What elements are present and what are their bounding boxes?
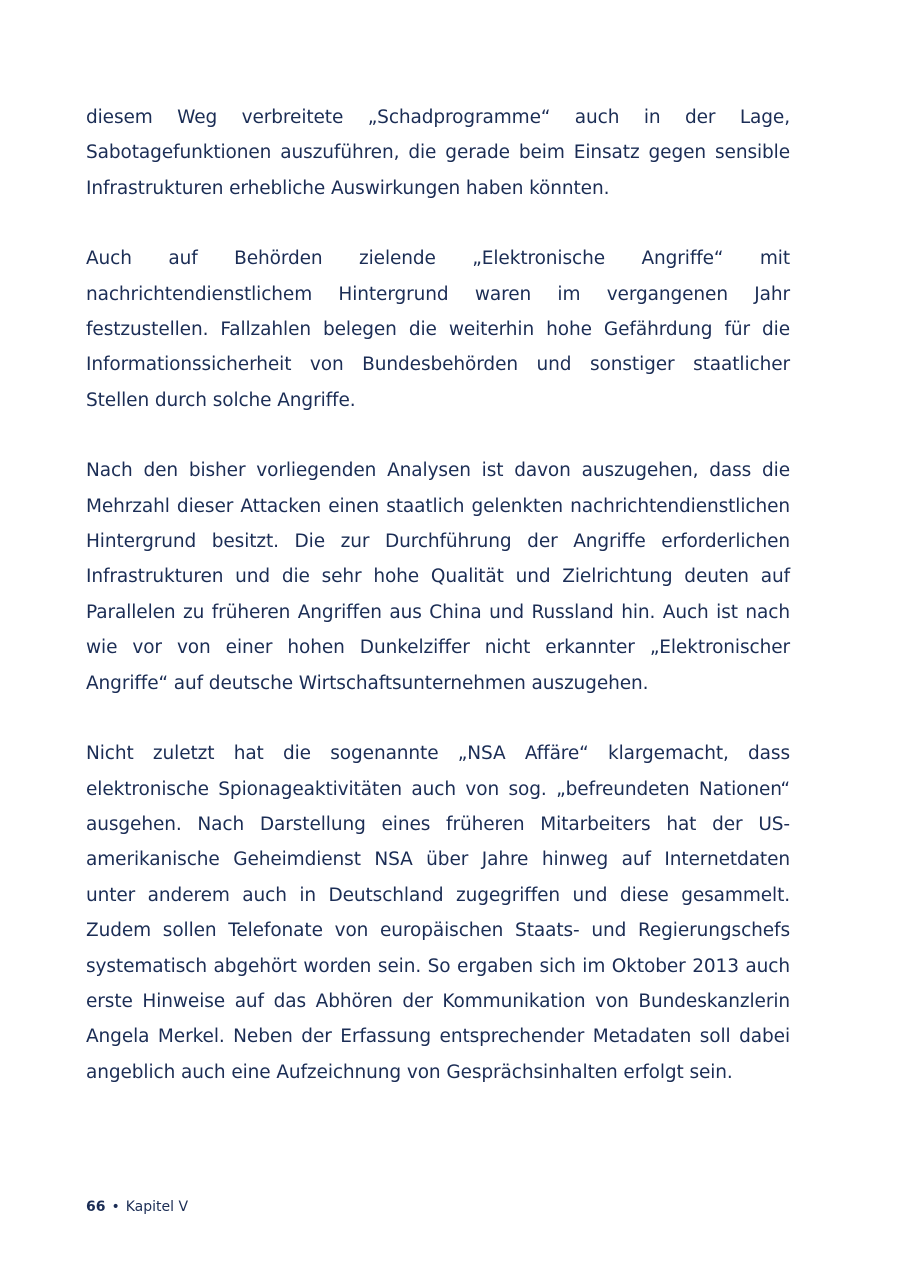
page-footer — [86, 1196, 188, 1218]
page-body — [86, 100, 790, 1125]
page-number: 66 — [86, 1199, 106, 1215]
paragraph-1: diesem Weg verbreitete „Schadprogramme“ auch in der Lage, Sabotagefunktionen auszuführen, die gerade beim Einsatz gegen sensible Infrastrukturen erhebliche Auswirkungen haben könnten. — [86, 107, 790, 199]
chapter-label: Kapitel V — [125, 1199, 189, 1215]
paragraph-2: Auch auf Behörden zielende „Elektronische Angriffe“ mit nachrichtendienstlichem Hintergrund waren im vergangenen Jahr festzustellen. Fallzahlen belegen die weiterhin hohe Gefährdung für die Informationssicherheit von Bundesbehörden und sonstiger staatlicher Stellen durch solche Angriffe. — [86, 248, 790, 411]
footer-separator: • — [111, 1199, 120, 1215]
paragraph-4: Nicht zuletzt hat die sogenannte „NSA Affäre“ klargemacht, dass elektronische Spionageaktivitäten auch von sog. „befreundeten Nationen“ ausgehen. Nach Darstellung eines früheren Mitarbeiters hat der US-amerikanische Geheimdienst NSA über Jahre hinweg auf Internetdaten unter anderem auch in Deutschland zugegriffen und diese gesammelt. Zudem sollen Telefonate von europäischen Staats- und Regierungschefs systematisch abgehört worden sein. So ergaben sich im Oktober 2013 auch erste Hinweise auf das Abhören der Kommunikation von Bundeskanzlerin Angela Merkel. Neben der Erfassung entsprechender Metadaten soll dabei angeblich auch eine Aufzeichnung von Gesprächsinhalten erfolgt sein. — [86, 743, 790, 1083]
paragraph-3: Nach den bisher vorliegenden Analysen ist davon auszugehen, dass die Mehrzahl dieser Attacken einen staatlich gelenkten nachrichtendienstlichen Hintergrund besitzt. Die zur Durchführung der Angriffe erforderlichen Infrastrukturen und die sehr hohe Qualität und Zielrichtung deuten auf Parallelen zu früheren Angriffen aus China und Russland hin. Auch ist nach wie vor von einer hohen Dunkelziffer nicht erkannter „Elektronischer Angriffe“ auf deutsche Wirtschaftsunternehmen auszugehen. — [86, 460, 790, 694]
